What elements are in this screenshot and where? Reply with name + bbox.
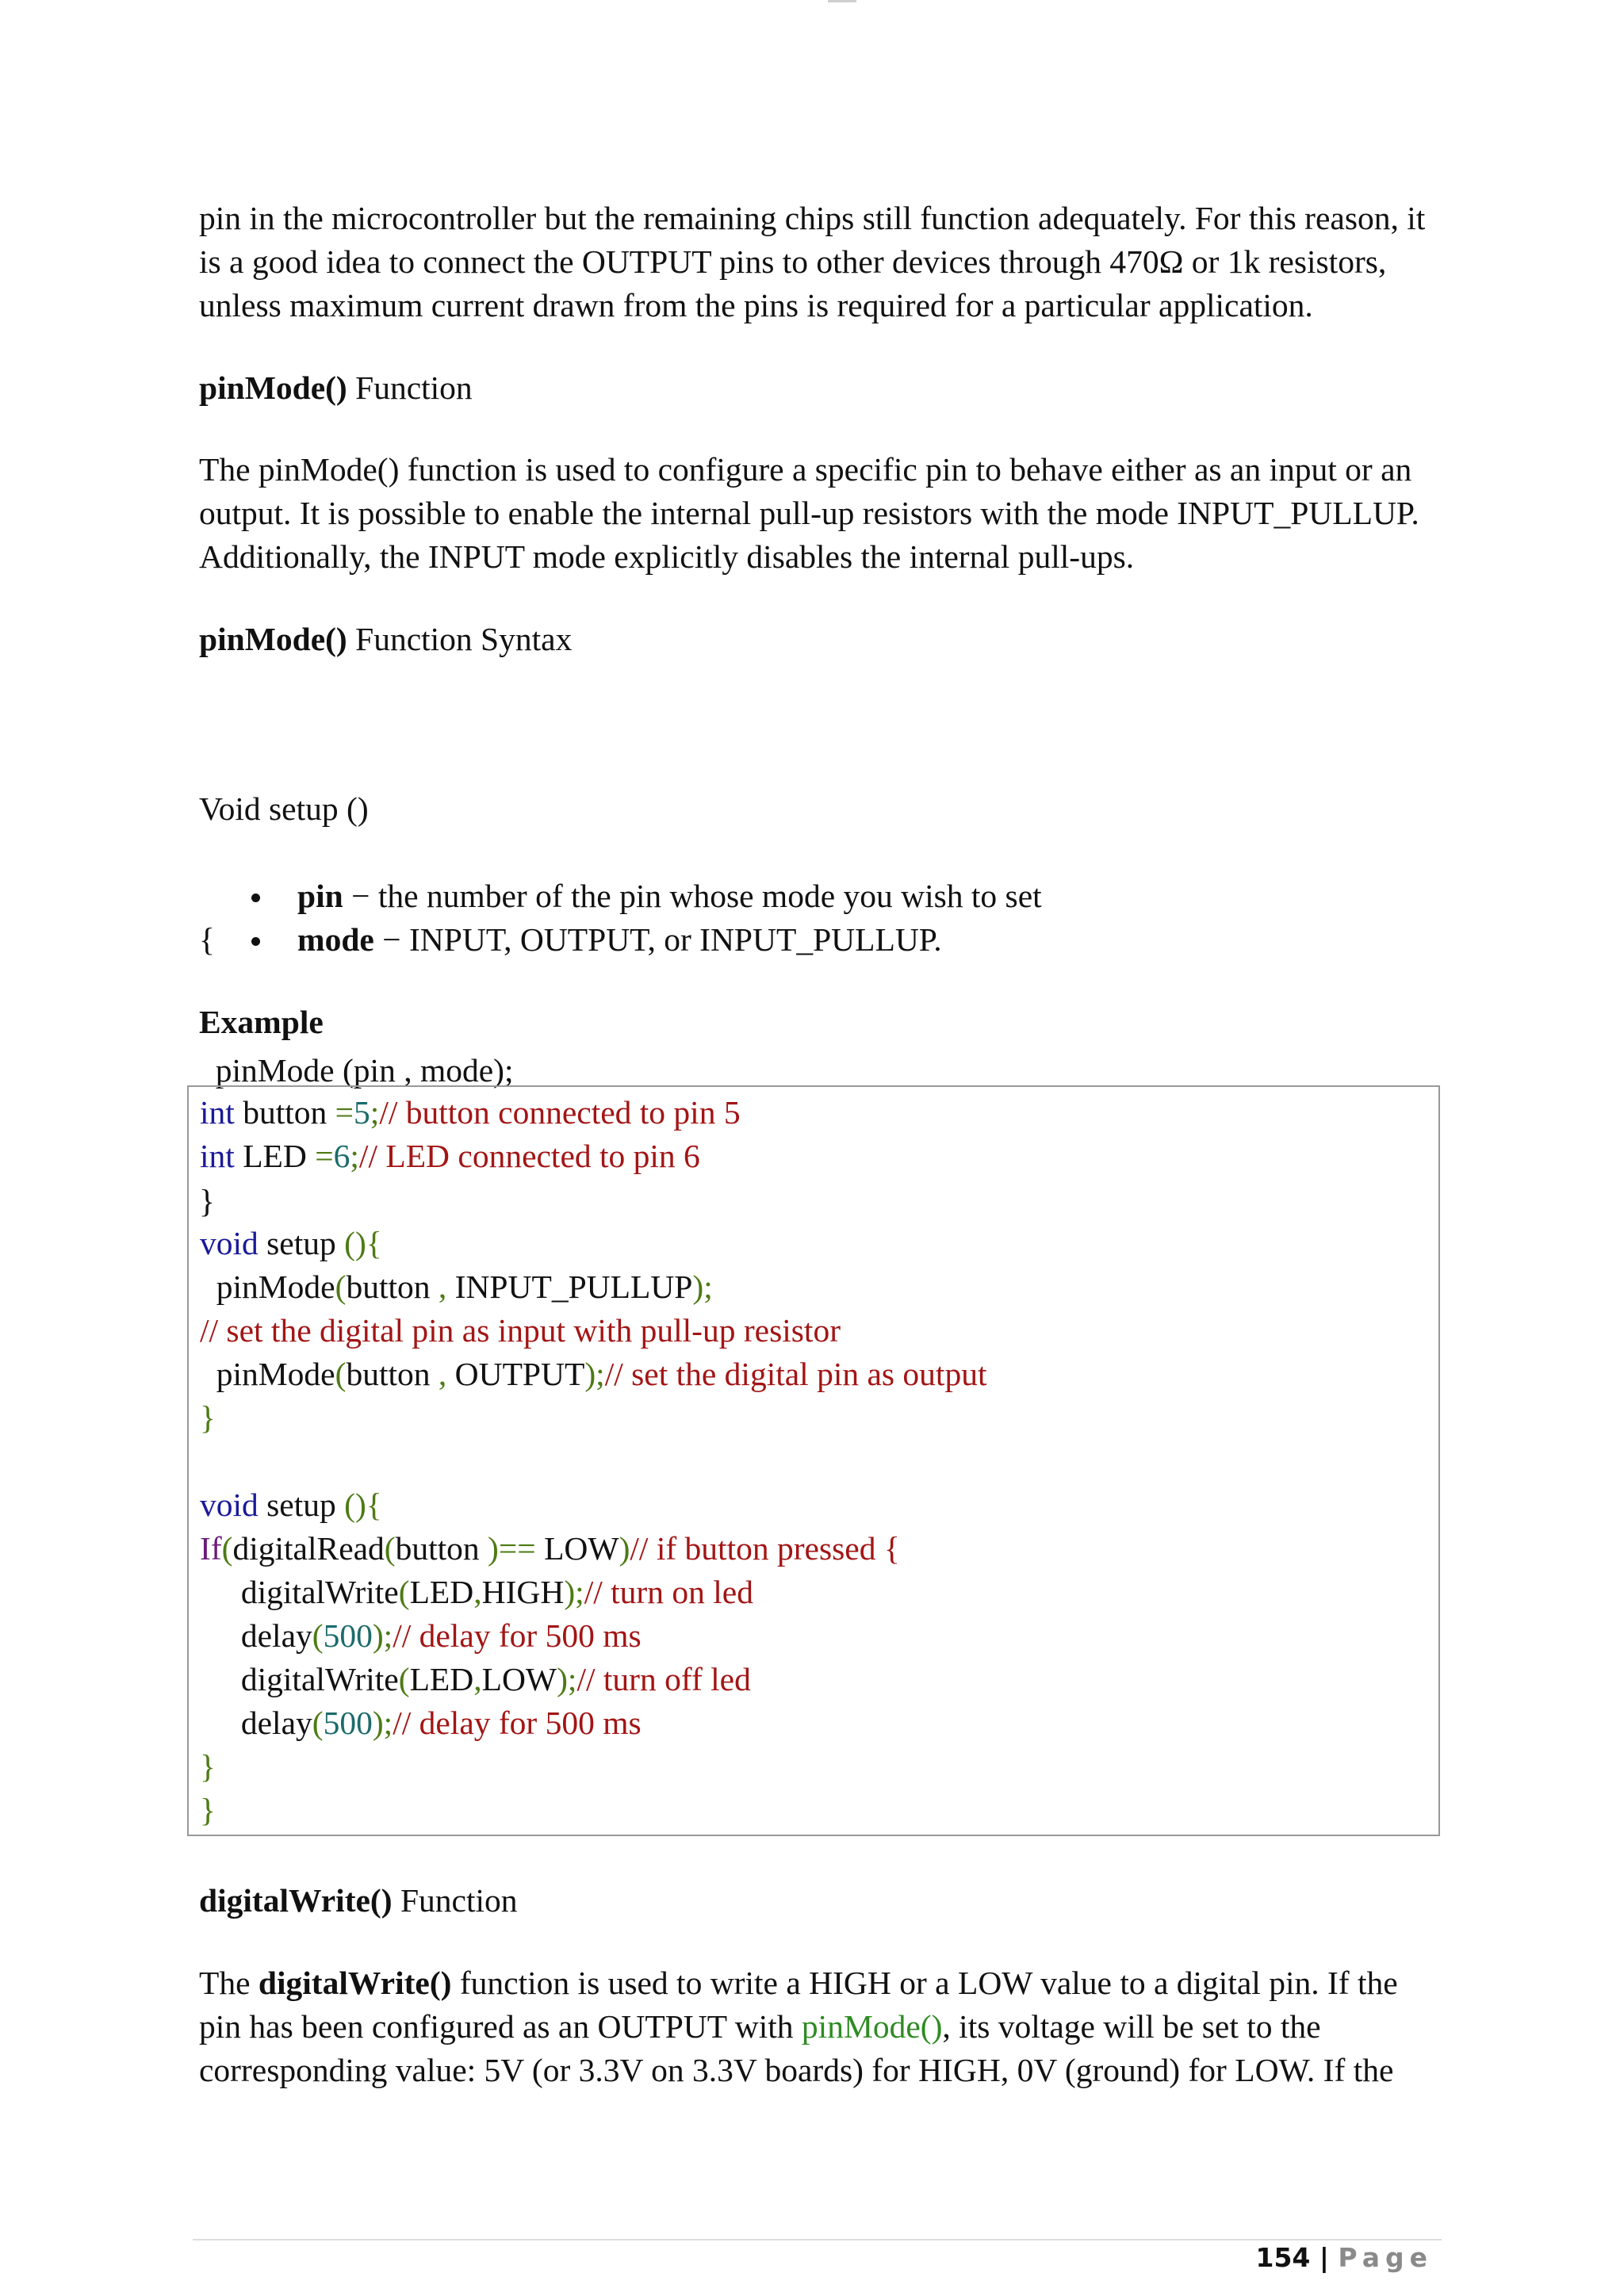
code-token: LED	[234, 1138, 316, 1174]
parameter-desc: − the number of the pin whose mode you wish to set	[343, 878, 1042, 914]
digitalwrite-line	[199, 2005, 1433, 2049]
code-token: 6	[333, 1138, 350, 1174]
digitalwrite-line	[199, 1961, 1433, 2005]
syntax-line: {	[199, 921, 215, 958]
code-token: INPUT_PULLUP	[446, 1269, 693, 1305]
pinmode-line: The pinMode() function is used to configure a specific pin to behave either as an input or an	[199, 451, 1412, 488]
code-token: // turn off led	[576, 1661, 751, 1697]
code-token: // button connected to pin 5	[379, 1094, 741, 1131]
code-token: (	[384, 1530, 396, 1567]
intro-line: unless maximum current drawn from the pins is required for a particular application.	[199, 287, 1313, 323]
code-token: );	[372, 1617, 393, 1654]
code-line	[200, 1178, 987, 1222]
code-token: 5	[354, 1094, 370, 1131]
code-token: button	[395, 1530, 488, 1567]
footer-divider	[193, 2239, 1442, 2241]
code-line	[200, 1222, 987, 1265]
footer-separator: |	[1310, 2242, 1339, 2273]
heading-bold: digitalWrite()	[199, 1882, 393, 1919]
code-token: setup	[258, 1487, 345, 1523]
code-line	[200, 1353, 987, 1396]
code-token: // turn on led	[584, 1574, 753, 1610]
code-token: pinMode	[200, 1269, 335, 1305]
line-text: The	[199, 1965, 259, 2001]
code-token: )==	[488, 1530, 536, 1567]
code-token: (	[398, 1574, 410, 1610]
code-token: delay	[200, 1617, 312, 1654]
code-token: (	[398, 1661, 410, 1697]
code-token: digitalWrite	[200, 1661, 399, 1697]
line-text: function is used to write a HIGH or a LOW value to a digital pin. If the	[451, 1965, 1398, 2001]
code-token: =	[335, 1094, 354, 1131]
code-token: 500	[323, 1705, 373, 1741]
pinmode-line: output. It is possible to enable the internal pull-up resistors with the mode INPUT_PULLUP.	[199, 495, 1419, 531]
code-token: (){	[344, 1225, 382, 1261]
code-line	[200, 1614, 987, 1658]
code-token: (	[335, 1356, 347, 1392]
code-line	[200, 1745, 987, 1789]
heading-bold: pinMode()	[199, 369, 347, 406]
code-line	[200, 1309, 987, 1353]
code-token: (	[335, 1269, 347, 1305]
code-token: ;	[350, 1138, 359, 1174]
pinmode-line: Additionally, the INPUT mode explicitly disables the internal pull-ups.	[199, 538, 1135, 575]
code-token: int	[200, 1138, 235, 1174]
line-text: pin has been configured as an OUTPUT with	[199, 2008, 802, 2045]
parameter-desc: − INPUT, OUTPUT, or INPUT_PULLUP.	[373, 921, 942, 958]
code-line	[200, 1658, 987, 1701]
example-heading	[199, 1001, 324, 1044]
parameter-item	[199, 918, 1042, 962]
code-lines	[200, 1091, 987, 1832]
section-heading-pinmode	[199, 366, 473, 410]
code-token: (	[312, 1617, 324, 1654]
intro-line: is a good idea to connect the OUTPUT pins to other devices through 470Ω or 1k resistors,	[199, 243, 1387, 280]
code-token: LED	[409, 1574, 474, 1610]
code-token: );	[564, 1574, 584, 1610]
example-code-box	[187, 1085, 1440, 1836]
code-token: digitalWrite	[200, 1574, 399, 1610]
syntax-line: pinMode (pin , mode);	[199, 1052, 514, 1089]
code-token: HIGH	[481, 1574, 565, 1610]
code-token: setup	[258, 1225, 345, 1261]
intro-line: pin in the microcontroller but the remaining chips still function adequately. For this reason, it	[199, 200, 1426, 236]
code-token: // set the digital pin as output	[604, 1356, 987, 1392]
line-text: , its voltage will be set to the	[942, 2008, 1321, 2045]
syntax-line: Void setup ()	[199, 790, 369, 827]
function-name: digitalWrite()	[258, 1965, 452, 2001]
code-token: LOW	[481, 1661, 557, 1697]
code-token: LED	[409, 1661, 474, 1697]
parameter-term: mode	[297, 921, 374, 958]
code-token: );	[557, 1661, 577, 1697]
code-token: void	[200, 1487, 259, 1523]
code-token: );	[692, 1269, 713, 1305]
heading-rest: Function Syntax	[347, 621, 573, 657]
code-token: ,	[473, 1661, 482, 1697]
code-line	[200, 1483, 987, 1527]
code-token: ,	[438, 1356, 447, 1392]
code-token: // if button pressed {	[630, 1530, 900, 1567]
code-line	[200, 1396, 987, 1440]
code-token: void	[200, 1225, 259, 1261]
code-line	[200, 1091, 987, 1135]
digitalwrite-line: corresponding value: 5V (or 3.3V on 3.3V boards) for HIGH, 0V (ground) for LOW. If the	[199, 2052, 1394, 2088]
heading-rest: Function	[392, 1882, 518, 1919]
code-line	[200, 1527, 987, 1571]
code-token: ,	[473, 1574, 482, 1610]
parameter-list	[199, 874, 1042, 962]
code-line	[200, 1135, 987, 1178]
code-token: button	[346, 1356, 439, 1392]
code-token: LOW	[535, 1530, 619, 1567]
syntax-line: }	[199, 1183, 215, 1219]
section-heading-digitalwrite	[199, 1879, 518, 1923]
digitalwrite-paragraph	[199, 1961, 1433, 2092]
code-token: // LED connected to pin 6	[358, 1138, 700, 1174]
code-token: delay	[200, 1705, 312, 1741]
code-token: 500	[323, 1617, 373, 1654]
page-number: 154	[1255, 2242, 1311, 2273]
code-line	[200, 1440, 987, 1483]
code-token: )	[619, 1530, 630, 1567]
top-header-mark	[828, 0, 856, 2]
example-heading-text: Example	[199, 1004, 324, 1040]
code-token: digitalRead	[232, 1530, 385, 1567]
code-token: button	[234, 1094, 335, 1131]
code-token: (){	[344, 1487, 382, 1523]
code-line	[200, 1701, 987, 1745]
code-token: // delay for 500 ms	[393, 1617, 642, 1654]
pinmode-paragraph	[199, 448, 1433, 579]
page-footer	[1256, 2241, 1434, 2275]
code-token: button	[346, 1269, 439, 1305]
heading-bold: pinMode()	[199, 621, 347, 657]
code-token: (	[221, 1530, 233, 1567]
code-token: (	[312, 1705, 324, 1741]
code-line	[200, 1789, 987, 1832]
code-token: );	[584, 1356, 605, 1392]
code-token: }	[200, 1792, 216, 1828]
code-token: int	[200, 1094, 235, 1131]
code-token: // delay for 500 ms	[393, 1705, 642, 1741]
code-token: );	[372, 1705, 393, 1741]
code-token: // set the digital pin as input with pull-up resistor	[200, 1312, 841, 1349]
code-token: ;	[370, 1094, 380, 1131]
page-label: Page	[1338, 2242, 1433, 2273]
parameter-item	[199, 874, 1042, 918]
code-token: If	[200, 1530, 222, 1567]
intro-paragraph	[199, 197, 1433, 327]
code-line	[200, 1265, 987, 1309]
code-token: =	[315, 1138, 334, 1174]
code-token: pinMode	[200, 1356, 335, 1392]
heading-rest: Function	[347, 369, 473, 406]
code-line	[200, 1571, 987, 1614]
code-token: }	[200, 1399, 216, 1436]
code-token: OUTPUT	[446, 1356, 585, 1392]
code-token: ,	[438, 1269, 447, 1305]
parameter-term: pin	[297, 878, 343, 914]
pinmode-link[interactable]: pinMode()	[801, 2008, 943, 2045]
section-heading-syntax	[199, 618, 572, 661]
code-token: }	[200, 1748, 216, 1785]
